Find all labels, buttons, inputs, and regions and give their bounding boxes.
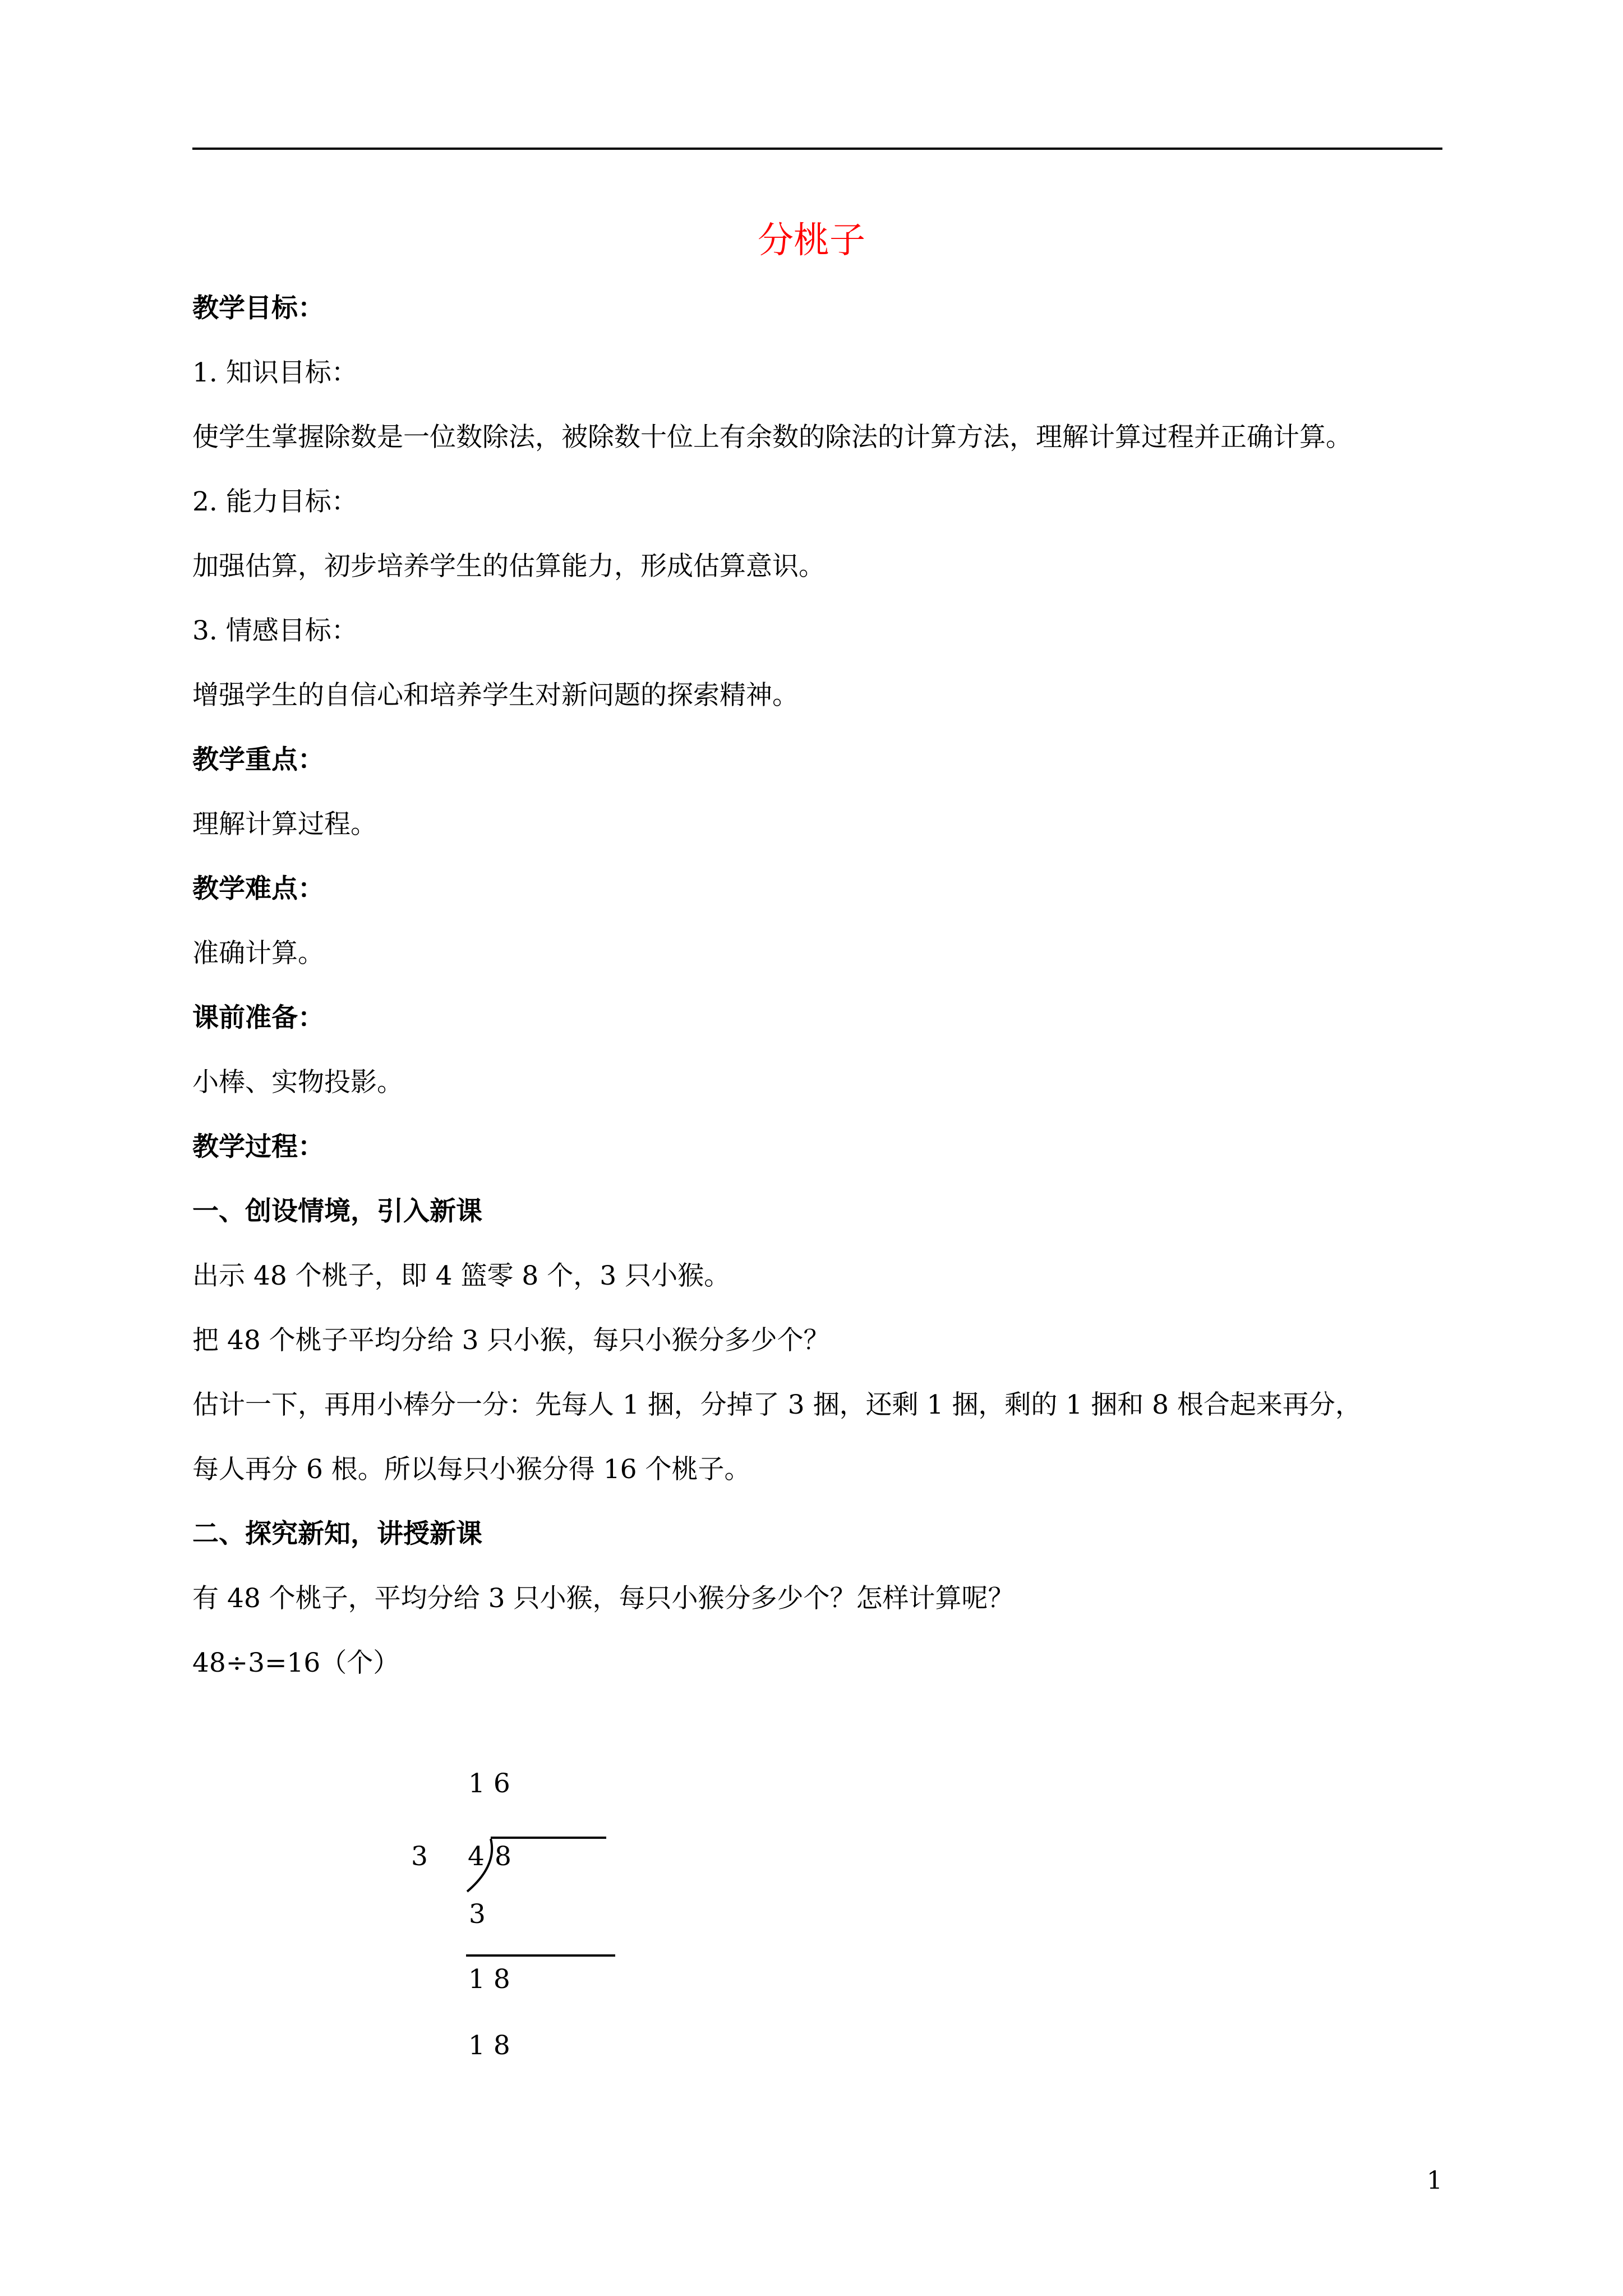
text-line: 把 48 个桃子平均分给 3 只小猴，每只小猴分多少个？: [192, 1325, 830, 1356]
text-line: 准确计算。: [192, 938, 324, 969]
text-line: 课前准备：: [192, 1002, 324, 1033]
quotient: 1 6: [468, 1768, 510, 1799]
text-line: 1. 知识目标：: [192, 357, 358, 388]
page-number: 1: [1427, 2166, 1442, 2195]
dividend-tens: 4: [468, 1841, 485, 1872]
subtract-step1: 3: [469, 1899, 486, 1930]
text-line: 3. 情感目标：: [192, 615, 358, 646]
text-line: 教学难点：: [192, 873, 324, 904]
text-line: 使学生掌握除数是一位数除法，被除数十位上有余数的除法的计算方法，理解计算过程并正确计算。: [192, 422, 1352, 453]
text-line: 估计一下，再用小棒分一分：先每人 1 捆，分掉了 3 捆，还剩 1 捆，剩的 1 捆和 8 根合起来再分，: [192, 1389, 1362, 1420]
long-division: [393, 1767, 662, 2081]
text-line: 48÷3=16（个）: [192, 1648, 400, 1678]
text-line: 教学重点：: [192, 744, 324, 775]
divisor: 3: [411, 1841, 428, 1872]
remainder-step2: 1 8: [468, 1964, 510, 1995]
text-line: 小棒、实物投影。: [192, 1067, 403, 1098]
header-rule: [192, 148, 1442, 150]
text-line: 一、创设情境，引入新课: [192, 1196, 482, 1227]
text-line: 2. 能力目标：: [192, 486, 358, 517]
text-line: 教学目标：: [192, 293, 324, 324]
subtract-step2: 1 8: [468, 2030, 510, 2061]
text-line: 增强学生的自信心和培养学生对新问题的探索精神。: [192, 680, 799, 711]
text-line: 教学过程：: [192, 1131, 324, 1162]
text-line: 理解计算过程。: [192, 809, 377, 840]
text-line: 有 48 个桃子，平均分给 3 只小猴，每只小猴分多少个？怎样计算呢？: [192, 1583, 1015, 1614]
document-title: 分桃子: [758, 220, 865, 261]
division-bracket: [393, 1767, 662, 2081]
dividend-ones: 8: [495, 1841, 511, 1872]
text-line: 二、探究新知，讲授新课: [192, 1519, 482, 1549]
text-line: 每人再分 6 根。所以每只小猴分得 16 个桃子。: [192, 1454, 751, 1485]
text-line: 出示 48 个桃子，即 4 篮零 8 个，3 只小猴。: [192, 1260, 731, 1291]
document-body: [192, 292, 1449, 1711]
text-line: 加强估算，初步培养学生的估算能力，形成估算意识。: [192, 551, 825, 582]
